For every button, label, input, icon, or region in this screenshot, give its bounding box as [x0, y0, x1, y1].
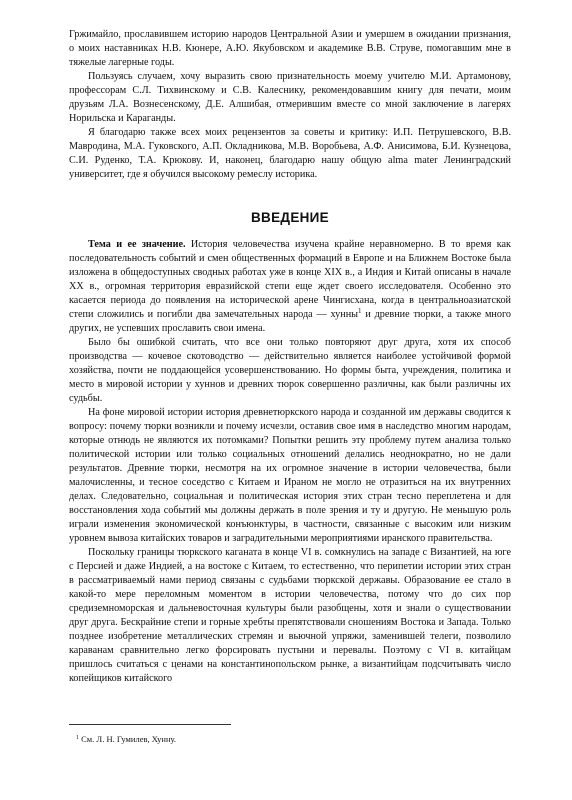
- chapter-heading: ВВЕДЕНИЕ: [251, 210, 329, 225]
- intro-paragraph-1: [69, 238, 511, 336]
- footnote: [76, 734, 176, 745]
- intro-paragraph-1-text-b: и древние тюрки, а также много других, не успевших прославить свои имена.: [69, 309, 511, 334]
- intro-paragraph-4: Поскольку границы тюркского каганата в конце VI в. сомкнулись на западе с Византией, на юге с Персией и даже Индией, а на востоке с Китаем, то естественно, что перипетии истории этих стран в рассматриваемый нами период связаны с судьбами тюркской державы. Образование ее стало в какой-то мере переломным моментом в истории человечества, потому что до сих пор средиземноморская и дальневосточная культуры были разобщены, хотя и знали о существовании друг друга. Бескрайние степи и горные хребты препятствовали сношениям Востока и Запада. Только позднее изобретение металлических стремян и вьючной упряжи, заменившей телеги, позволило караванам сравнительно легко форсировать пустыни и перевалы. Поэтому с VI в. китайцам пришлось считаться с ценами на константинопольском рынке, а византийцам подсчитывать число копейщиков китайского: [69, 547, 511, 684]
- footnote-reference[interactable]: 1: [358, 307, 362, 315]
- intro-paragraph-2: Было бы ошибкой считать, что все они только повторяют друг друга, хотя их способ производства — кочевое скотоводство — действительно является наиболее устойчивой формой хозяйства, почти не поддающейся усовершенствованию. Но формы быта, учреждения, политика и место в мировой истории у хуннов и древних тюрок совершенно различны, как были различны их судьбы.: [69, 337, 511, 404]
- intro-paragraph-3: На фоне мировой истории история древнетюркского народа и созданной им державы сводится к вопросу: почему тюрки возникли и почему исчезли, оставив свое имя в наследство многим народам, которые отнюдь не являются их потомками? Попытки решить эту проблему путем анализа только политической истории или только социальных отношений делались неоднократно, но не дали результатов. Древние тюрки, несмотря на их огромное значение в истории человечества, были малочисленны, и тесное соседство с Китаем и Ираном не могло не отразиться на их внутренних делах. Следовательно, социальная и политическая история этих стран тесно переплетена и для восстановления хода событий мы должны держать в поле зрения и ту и другую. Не меньшую роль играли изменения экономической конъюнктуры, в частности, связанные с высоким или низким уровнем вывоза китайских товаров и заградительными мероприятиями иранского правительства.: [69, 407, 511, 544]
- intro-paragraph-1-text-a: История человечества изучена крайне неравномерно. В то время как последовательность событий и смен общественных формаций в Европе и на Ближнем Востоке была изложена в общедоступных сводных работах уже в конце XIX в., а Индия и Китай описаны в начале XX в., огромная территория евразийской степи еще ждет своего исследователя. Особенно это касается периода до появления на исторической арене Чингисхана, когда в центральноазиатской степи сложились и погибли два замечательных народа — хунны: [69, 239, 511, 320]
- preamble-paragraph-1: Гржимайло, прославившем историю народов Центральной Азии и умершем в ожидании признания, о моих наставниках Н.В. Кюнере, А.Ю. Якубовском и академике В.В. Струве, помогавшим мне в тяжелые лагерные годы.: [69, 29, 511, 68]
- footnote-text: См. Л. Н. Гумилев, Хунну.: [79, 734, 177, 744]
- introduction-body: [69, 238, 511, 686]
- footnote-marker: 1: [76, 735, 79, 741]
- preamble-paragraph-2: Пользуясь случаем, хочу выразить свою признательность моему учителю М.И. Артамонову, профессорам С.Л. Тихвинскому и С.В. Калеснику, рекомендовавшим книгу для печати, моим друзьям Л.А. Вознесенскому, Д.Е. Алшибая, отмерившим вместе со мной заключение в лагерях Норильска и Караганды.: [69, 71, 511, 124]
- footnote-divider: [69, 724, 231, 725]
- preamble: [69, 28, 511, 182]
- section-lead-title: Тема и ее значение.: [88, 239, 186, 250]
- preamble-paragraph-3: Я благодарю также всех моих рецензентов за советы и критику: И.П. Петрушевского, В.В. Мавродина, М.А. Гуковского, А.П. Окладникова, М.В. Воробьева, А.Ф. Аниcимова, Б.И. Кузнецова, С.И. Руденко, Т.А. Крюкову. И, наконец, благодарю нашу общую alma mater Ленинградский университет, где я обучился высокому ремеслу историка.: [69, 127, 511, 180]
